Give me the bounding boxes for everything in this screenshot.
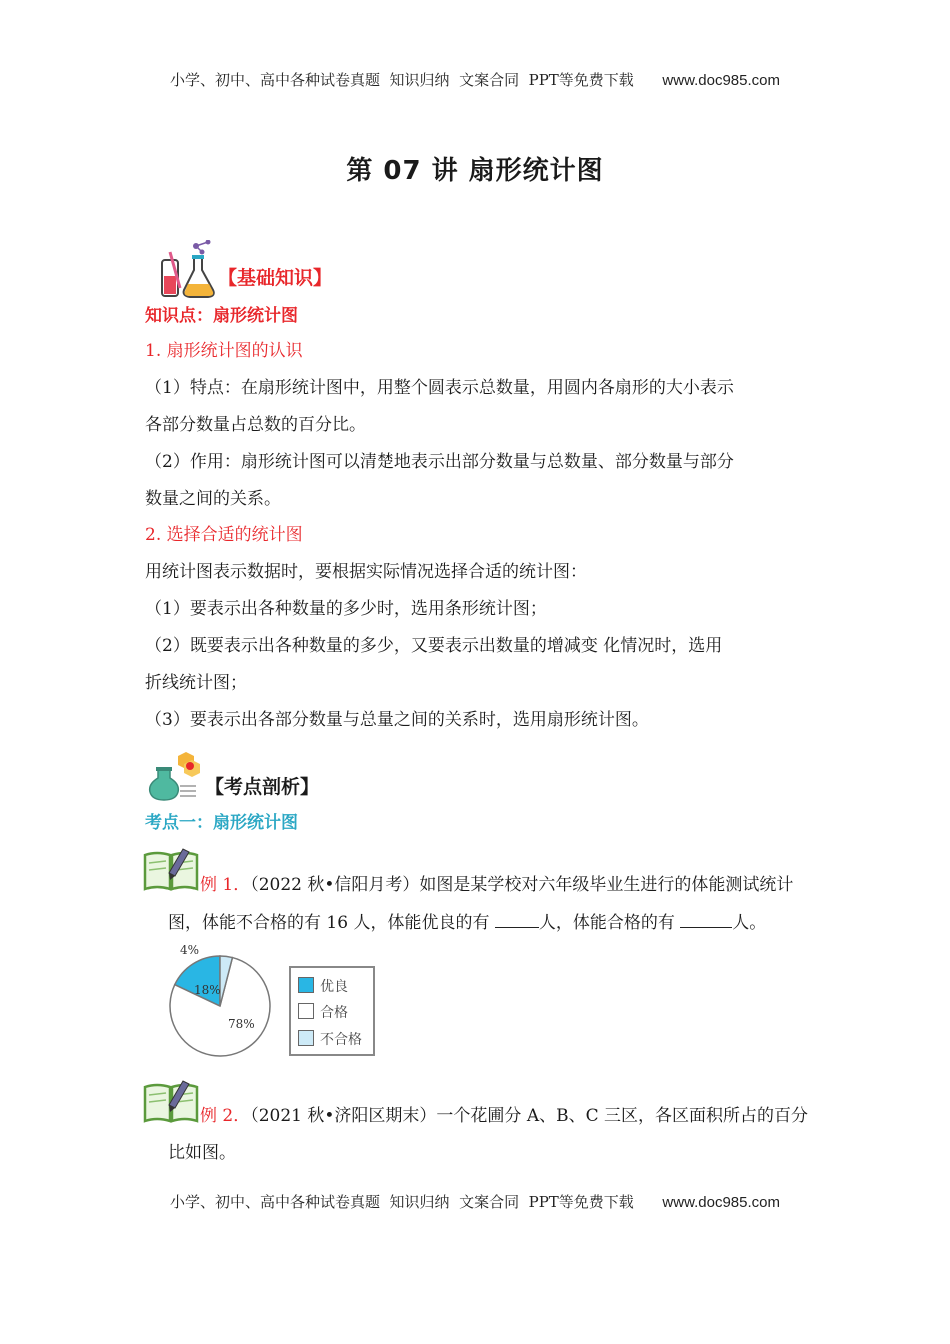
legend-item-excellent	[298, 976, 348, 996]
example2-text1: （2021 秋•济阳区期末）一个花圃分 A、B、C 三区，各区面积所占的百分	[250, 1106, 809, 1126]
paragraph-4: （1）要表示出各种数量的多少时，选用条形统计图；	[145, 599, 547, 619]
example1-text2a: 图，体能不合格的有 16 人，体能优良的有	[168, 913, 495, 933]
footer-site: www.doc985.com	[662, 1194, 780, 1211]
paragraph-6: （3）要表示出各部分数量与总量之间的关系时，选用扇形统计图。	[145, 710, 649, 730]
legend-label-fail: 不合格	[320, 1032, 362, 1048]
book-pencil-icon	[143, 1077, 199, 1123]
header-text: 小学、初中、高中各种试卷真题 知识归纳 文案合同 PPT等免费下载	[170, 71, 634, 89]
answer-blank-2[interactable]	[680, 911, 732, 928]
kaodian-heading: 考点一：扇形统计图	[145, 813, 298, 833]
subheading-1: 1. 扇形统计图的认识	[145, 341, 303, 361]
example2-line1	[200, 1106, 808, 1126]
example2-line2: 比如图。	[168, 1143, 236, 1163]
paragraph-5b: 折线统计图；	[145, 673, 247, 693]
answer-blank-1[interactable]	[495, 911, 539, 928]
legend-swatch-pass	[298, 1003, 314, 1019]
page-footer	[0, 1191, 950, 1212]
pie-label-fail: 4%	[180, 943, 200, 957]
example2-number: 例 2．	[200, 1106, 251, 1126]
paragraph-5a: （2）既要表示出各种数量的多少，又要表示出数量的增减变 化情况时，选用	[145, 636, 723, 656]
legend-item-pass	[298, 1002, 348, 1022]
legend-label-excellent: 优良	[320, 979, 348, 995]
legend-item-fail	[298, 1029, 362, 1049]
knowledge-point-heading: 知识点：扇形统计图	[145, 306, 298, 326]
example1-number: 例 1．	[200, 875, 251, 895]
section-basic-knowledge: 【基础知识】	[218, 267, 333, 289]
paragraph-1b: 各部分数量占总数的百分比。	[145, 415, 366, 435]
legend-swatch-excellent	[298, 977, 314, 993]
legend-label-pass: 合格	[320, 1005, 348, 1021]
paragraph-2b: 数量之间的关系。	[145, 489, 281, 509]
example1-line1	[200, 875, 793, 895]
book-pencil-icon	[143, 845, 199, 891]
example1-line2	[168, 911, 766, 933]
page-title: 第 07 讲 扇形统计图	[346, 156, 604, 186]
legend-swatch-fail	[298, 1030, 314, 1046]
pie-chart	[160, 938, 280, 1060]
header-site: www.doc985.com	[662, 72, 780, 89]
example1-text2b: 人，体能合格的有	[538, 913, 681, 933]
example1-text1: （2022 秋•信阳月考）如图是某学校对六年级毕业生进行的体能测试统计	[250, 875, 794, 895]
subheading-2: 2. 选择合适的统计图	[145, 525, 303, 545]
lab-flask-icon	[158, 240, 218, 300]
footer-text: 小学、初中、高中各种试卷真题 知识归纳 文案合同 PPT等免费下载	[170, 1193, 634, 1211]
section-analysis: 【考点剖析】	[205, 776, 320, 798]
paragraph-1a: （1）特点：在扇形统计图中，用整个圆表示总数量，用圆内各扇形的大小表示	[145, 378, 734, 398]
page-header	[0, 69, 950, 90]
chart-legend	[289, 966, 375, 1056]
analysis-flask-icon	[148, 752, 200, 802]
pie-label-excellent: 18%	[194, 983, 221, 997]
pie-label-pass: 78%	[228, 1017, 255, 1031]
paragraph-3: 用统计图表示数据时，要根据实际情况选择合适的统计图：	[145, 562, 587, 582]
paragraph-2a: （2）作用：扇形统计图可以清楚地表示出部分数量与总数量、部分数量与部分	[145, 452, 734, 472]
example1-text2c: 人。	[732, 913, 767, 933]
